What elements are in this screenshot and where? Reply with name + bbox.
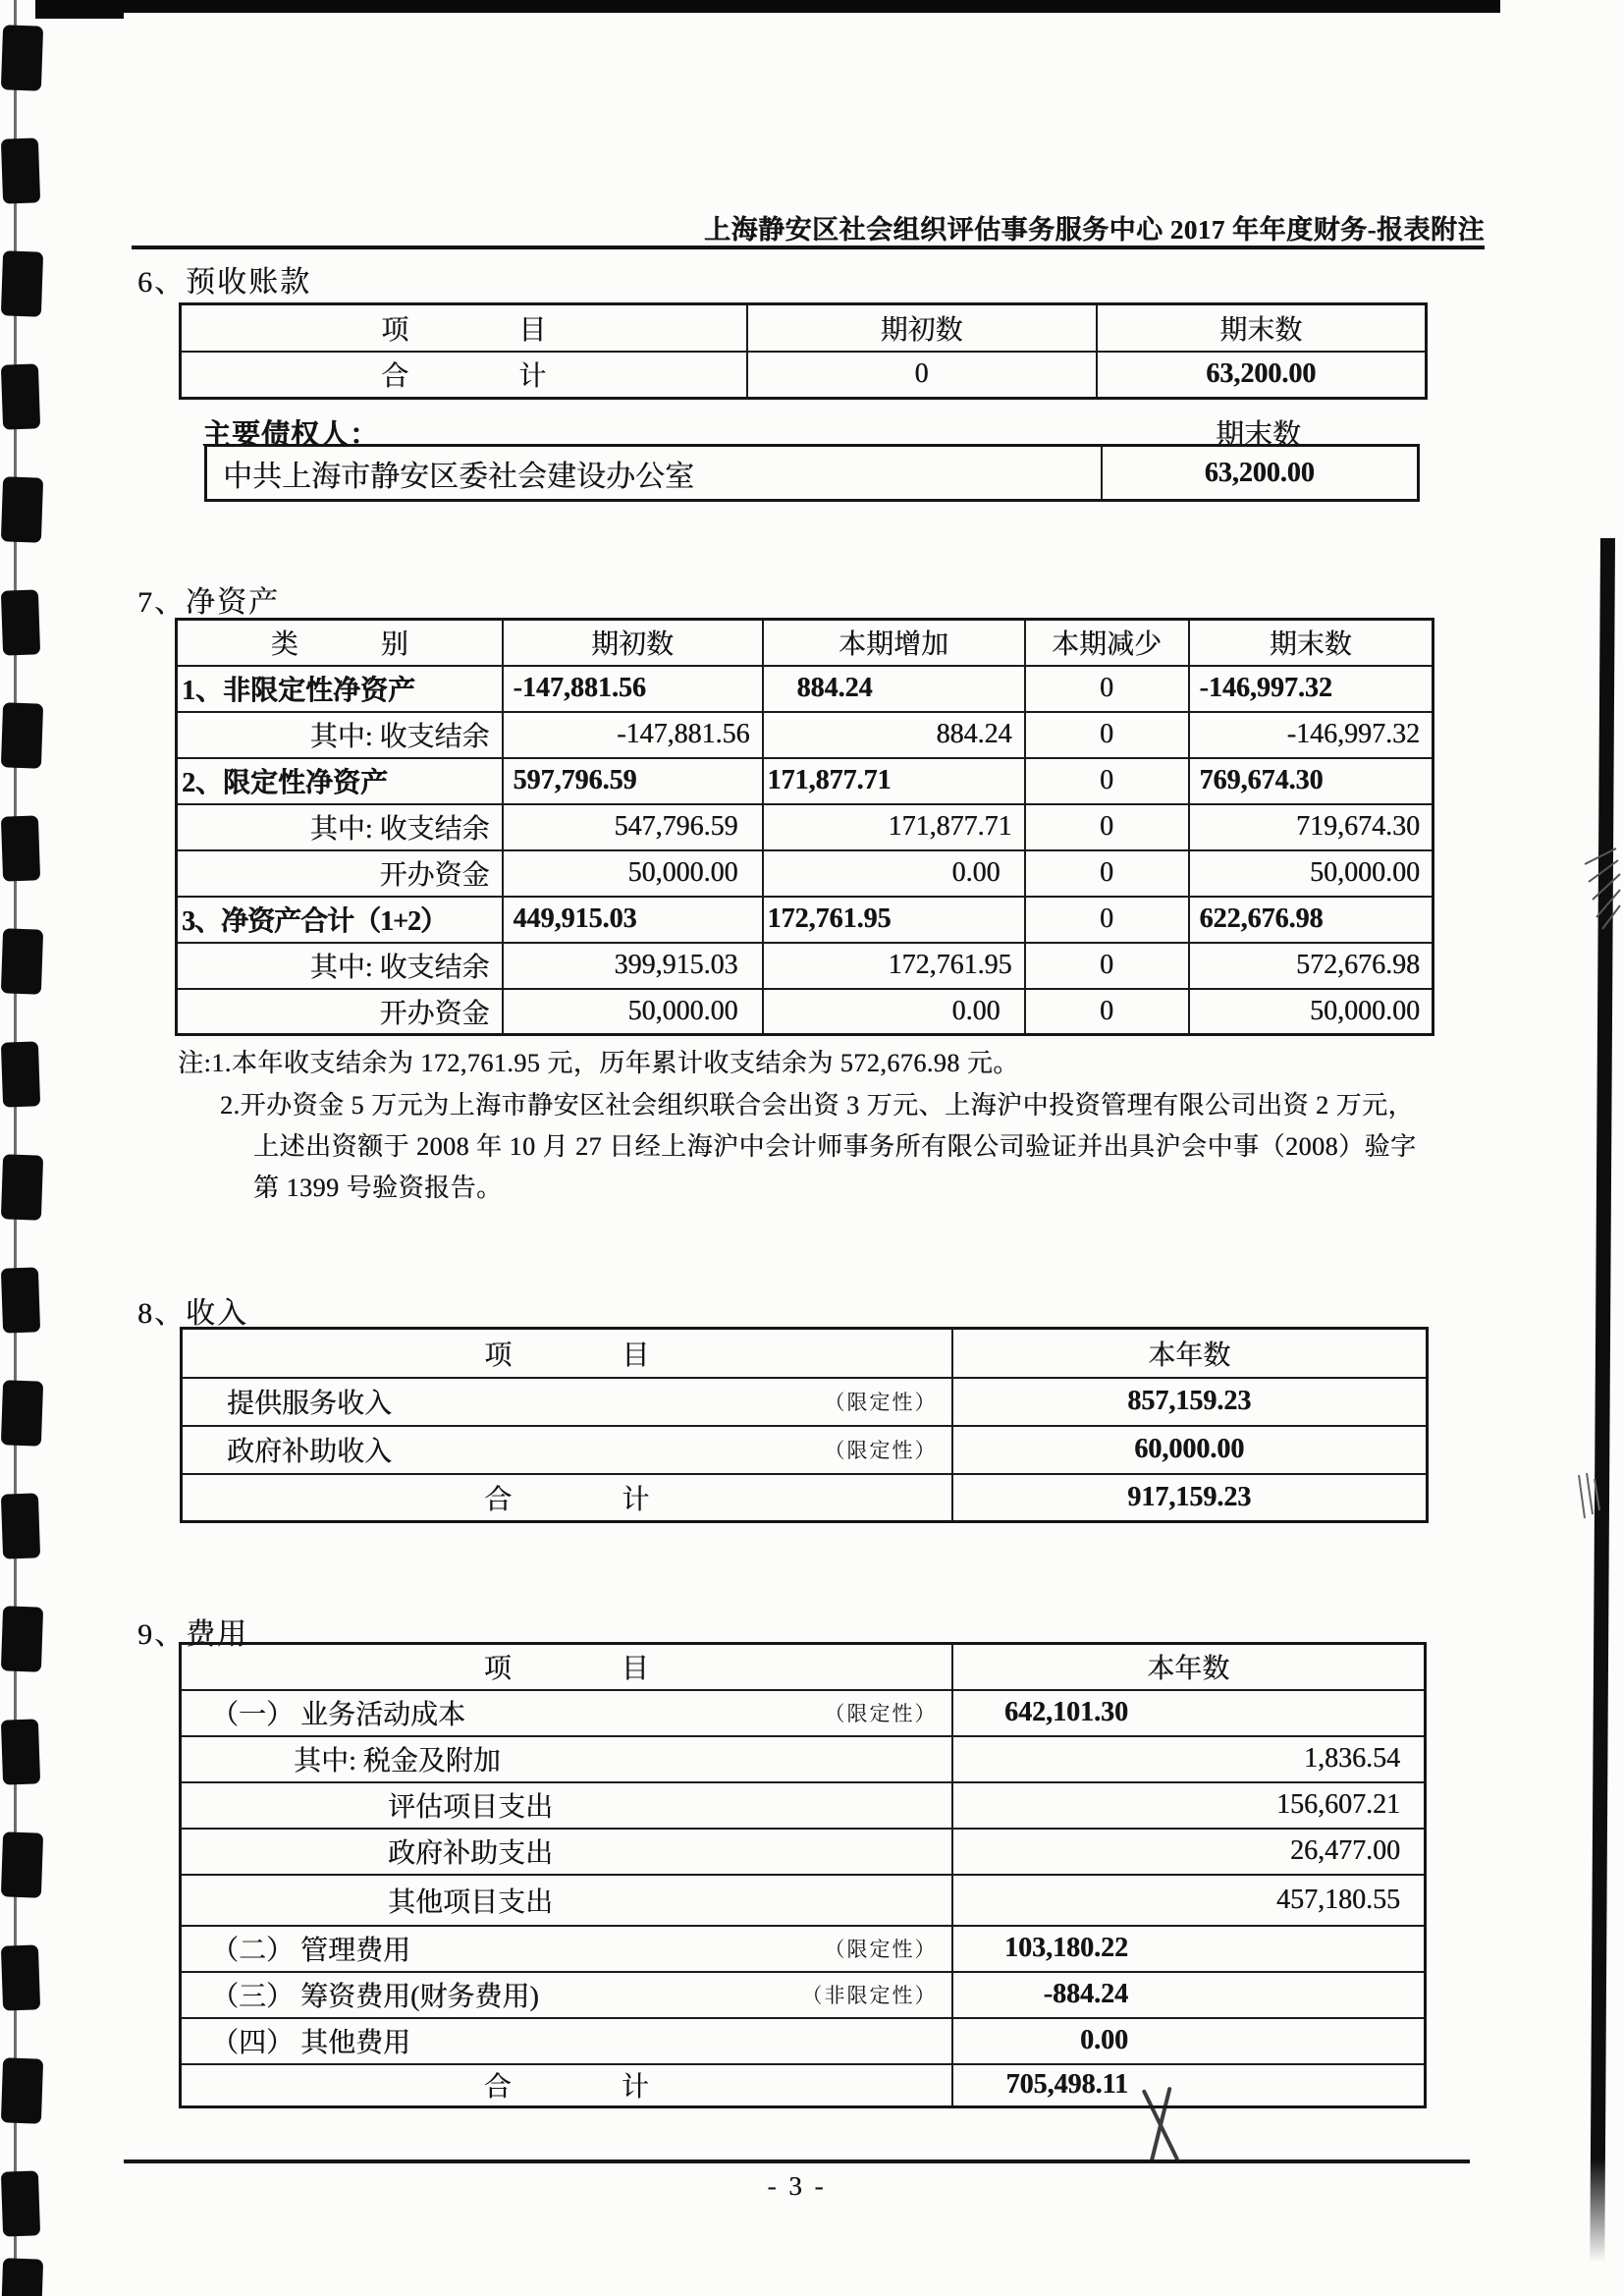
row-label: 其中: 税金及附加 [181,1736,952,1782]
note-line: 2.开办资金 5 万元为上海市静安区社会组织联合会出资 3 万元、上海沪中投资管理有限公司出资 2 万元， [220,1091,1415,1120]
binding-hole-mark [1,2258,43,2296]
total-value: 705,498.11 [952,2064,1426,2107]
table-row [177,943,1434,989]
expense-item-label: （三） 筹资费用(财务费用) [211,1982,539,2012]
table-row [181,1690,1426,1736]
opening-value: 597,796.59 [503,758,763,804]
net-assets-table [175,618,1434,1036]
table-row [181,2064,1426,2107]
column-header-item: 项 目 [181,1644,952,1690]
binding-hole-mark [1,702,43,768]
column-header-closing: 期末数 [1189,620,1434,666]
opening-value: 449,915.03 [503,897,763,943]
binding-hole-mark [1,1041,40,1107]
row-label [182,1378,952,1426]
restriction-qualifier: （限定性） [824,1391,938,1414]
section9-heading: 9、费用 [137,1618,248,1651]
table-row [182,1378,1428,1426]
column-header-item: 项 目 [181,304,747,352]
binding-hole-mark [1,1606,43,1671]
table-row [181,1972,1426,2018]
binding-hole-mark [1,928,43,994]
binding-hole-mark [1,25,43,90]
decrease-value: 0 [1025,897,1189,943]
row-label: 开办资金 [177,989,503,1035]
scan-scribble-artifact [1575,1471,1602,1522]
table-row [177,712,1434,758]
decrease-value: 0 [1025,758,1189,804]
binding-hole-mark [1,1493,40,1558]
table-row [177,989,1434,1035]
creditor-name: 中共上海市静安区委社会建设办公室 [206,446,1102,501]
expense-value: 0.00 [952,2018,1426,2064]
table-row [177,850,1434,897]
scan-top-edge-bar-left [35,0,124,19]
creditors-closing-column-header: 期末数 [1215,419,1301,451]
table-header-row [177,620,1434,666]
decrease-value: 0 [1025,943,1189,989]
decrease-value: 0 [1025,850,1189,897]
closing-value: 50,000.00 [1189,850,1434,897]
column-header-opening: 期初数 [503,620,763,666]
section8-heading: 8、收入 [137,1297,248,1330]
table-header-row [182,1329,1428,1378]
table-row [177,897,1434,943]
table-row [181,352,1427,399]
total-value: 917,159.23 [952,1474,1428,1522]
restriction-qualifier: （限定性） [824,1702,938,1725]
closing-value: -146,997.32 [1189,666,1434,712]
decrease-value: 0 [1025,804,1189,850]
increase-value: 884.24 [763,666,1025,712]
scan-scribble-artifact [1583,843,1622,931]
row-label: （四） 其他费用 [181,2018,952,2064]
note-line: 第 1399 号验资报告。 [253,1174,503,1202]
closing-value: 769,674.30 [1189,758,1434,804]
table-row [181,1926,1426,1972]
prepaid-accounts-table [179,302,1428,400]
table-row [181,2018,1426,2064]
income-value: 857,159.23 [952,1378,1428,1426]
section6-heading: 6、预收账款 [137,266,311,299]
row-label: 其他项目支出 [181,1875,952,1926]
table-row [206,446,1419,501]
expenses-table [179,1642,1427,2108]
table-row [177,758,1434,804]
increase-value: 172,761.95 [763,897,1025,943]
row-label [181,1926,952,1972]
row-label [182,1426,952,1474]
increase-value: 884.24 [763,712,1025,758]
restriction-qualifier: （非限定性） [801,1984,938,2007]
expense-value: -884.24 [952,1972,1426,2018]
scan-top-edge-bar [35,0,1500,13]
note-line: 注:1.本年收支结余为 172,761.95 元，历年累计收支结余为 572,676.98 元。 [178,1049,1019,1077]
row-label: 其中: 收支结余 [177,712,503,758]
decrease-value: 0 [1025,989,1189,1035]
opening-value: -147,881.56 [503,666,763,712]
closing-value: 622,676.98 [1189,897,1434,943]
income-table [180,1327,1429,1523]
table-header-row [181,1644,1426,1690]
closing-value: -146,997.32 [1189,712,1434,758]
row-label: 3、净资产合计（1+2） [177,897,503,943]
column-header-current-year: 本年数 [952,1329,1428,1378]
expense-value: 457,180.55 [952,1875,1426,1926]
row-label [181,1972,952,2018]
closing-value: 50,000.00 [1189,989,1434,1035]
binding-hole-mark [1,815,40,881]
column-header-item: 项 目 [182,1329,952,1378]
restriction-qualifier: （限定性） [824,1938,938,1961]
closing-value: 719,674.30 [1189,804,1434,850]
expense-value: 1,836.54 [952,1736,1426,1782]
page-number: - 3 - [767,2171,827,2201]
row-label: 1、非限定性净资产 [177,666,503,712]
increase-value: 0.00 [763,850,1025,897]
document-header-title: 上海静安区社会组织评估事务服务中心 2017 年年度财务-报表附注 [704,215,1485,245]
creditors-table [204,444,1420,502]
opening-value: 50,000.00 [503,850,763,897]
table-row [181,1782,1426,1829]
opening-value: 399,915.03 [503,943,763,989]
income-value: 60,000.00 [952,1426,1428,1474]
binding-hole-mark [1,589,40,655]
footer-rule [124,2159,1470,2163]
row-label: 其中: 收支结余 [177,943,503,989]
expense-value: 103,180.22 [952,1926,1426,1972]
creditor-closing-value: 63,200.00 [1102,446,1419,501]
row-label: 2、限定性净资产 [177,758,503,804]
binding-hole-mark [1,1380,43,1446]
table-row [177,666,1434,712]
header-rule [132,246,1485,249]
total-opening-value: 0 [747,352,1097,399]
note-line: 上述出资额于 2008 年 10 月 27 日经上海沪中会计师事务所有限公司验证并出具沪会中事（2008）验字 [253,1132,1417,1161]
column-header-current-year: 本年数 [952,1644,1426,1690]
binding-hole-mark [1,137,40,203]
expense-item-label: （一） 业务活动成本 [211,1700,466,1730]
opening-value: 547,796.59 [503,804,763,850]
restriction-qualifier: （限定性） [824,1439,938,1462]
total-closing-value: 63,200.00 [1097,352,1427,399]
binding-hole-mark [1,476,43,542]
table-row [181,1736,1426,1782]
table-row [182,1474,1428,1522]
increase-value: 0.00 [763,989,1025,1035]
binding-hole-mark [1,2057,43,2123]
expense-value: 156,607.21 [952,1782,1426,1829]
column-header-category: 类 别 [177,620,503,666]
row-label: 开办资金 [177,850,503,897]
column-header-increase: 本期增加 [763,620,1025,666]
increase-value: 171,877.71 [763,804,1025,850]
increase-value: 171,877.71 [763,758,1025,804]
row-label [181,1690,952,1736]
row-label: 政府补助支出 [181,1829,952,1875]
binding-hole-mark [1,363,40,429]
binding-hole-mark [1,250,43,316]
total-label: 合 计 [181,352,747,399]
column-header-decrease: 本期减少 [1025,620,1189,666]
table-row [182,1426,1428,1474]
table-header-row [181,304,1427,352]
total-label: 合 计 [181,2064,952,2107]
expense-value: 642,101.30 [952,1690,1426,1736]
binding-hole-mark [1,1944,40,2010]
binding-hole-mark [1,1267,40,1333]
binding-hole-mark [1,2170,40,2236]
main-creditors-label: 主要债权人： [202,419,380,451]
column-header-opening: 期初数 [747,304,1097,352]
expense-item-label: （二） 管理费用 [211,1936,411,1966]
scan-right-edge-shadow [1590,538,1615,2263]
binding-hole-mark [1,1719,40,1784]
row-label: 其中: 收支结余 [177,804,503,850]
opening-value: -147,881.56 [503,712,763,758]
decrease-value: 0 [1025,712,1189,758]
table-row [181,1875,1426,1926]
expense-value: 26,477.00 [952,1829,1426,1875]
income-item-label: 提供服务收入 [227,1389,393,1419]
table-row [181,1829,1426,1875]
row-label: 评估项目支出 [181,1782,952,1829]
increase-value: 172,761.95 [763,943,1025,989]
opening-value: 50,000.00 [503,989,763,1035]
decrease-value: 0 [1025,666,1189,712]
binding-hole-mark [1,1831,43,1897]
column-header-closing: 期末数 [1097,304,1427,352]
income-item-label: 政府补助收入 [227,1437,393,1467]
section7-heading: 7、净资产 [137,586,280,619]
binding-hole-mark [1,1154,43,1220]
total-label: 合 计 [182,1474,952,1522]
table-row [177,804,1434,850]
closing-value: 572,676.98 [1189,943,1434,989]
